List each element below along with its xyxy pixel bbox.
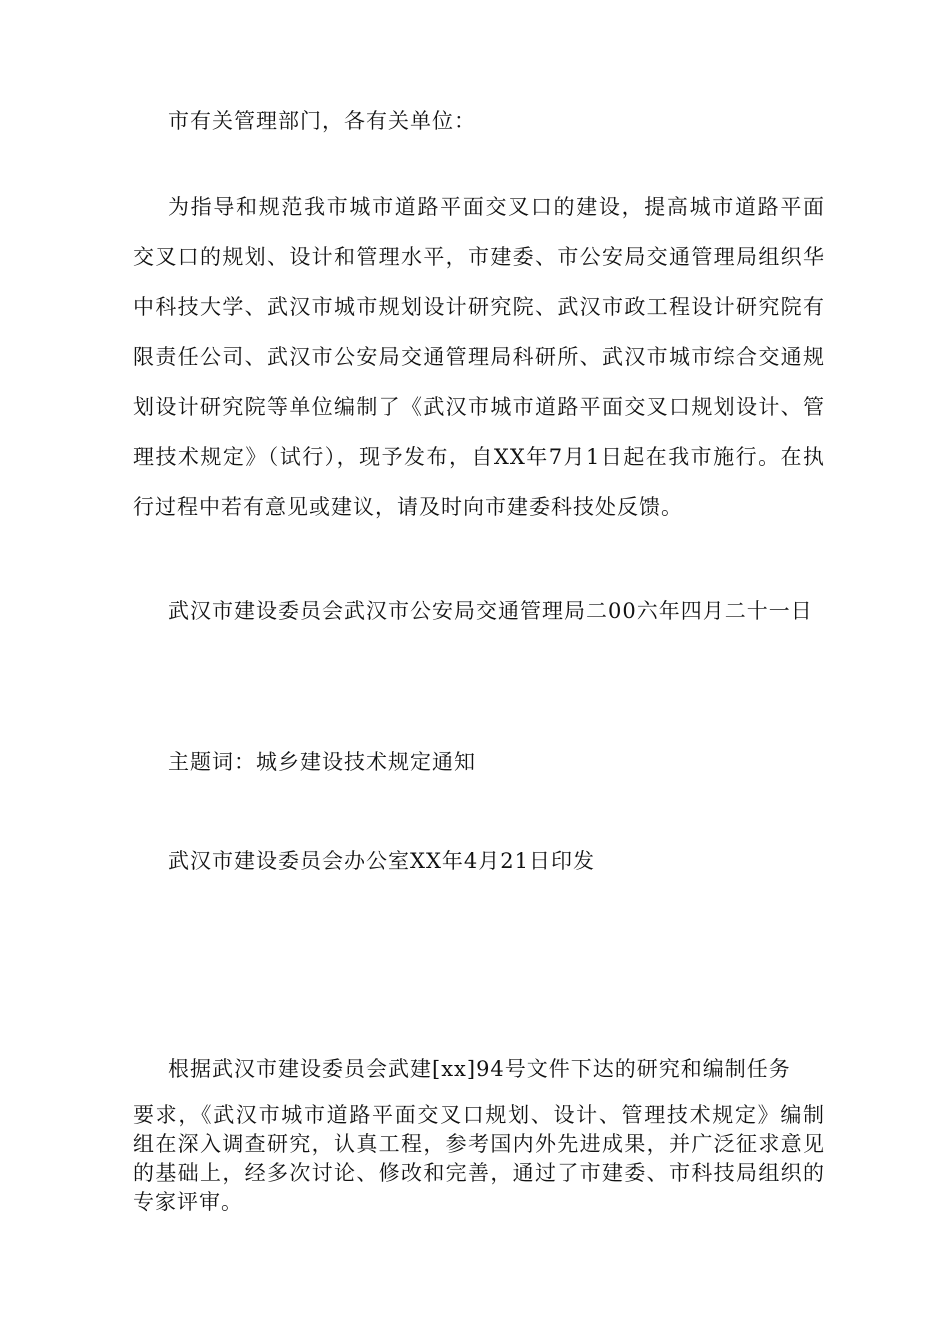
signature-and-date: 武汉市建设委员会武汉市公安局交通管理局二00六年四月二十一日	[168, 599, 813, 623]
subject-keywords: 主题词：城乡建设技术规定通知	[168, 750, 476, 774]
issuing-office-line: 武汉市建设委员会办公室XX年4月21日印发	[168, 849, 595, 873]
intro-paragraph-first-line: 根据武汉市建设委员会武建[xx]94号文件下达的研究和编制任务	[168, 1057, 791, 1081]
intro-paragraph-continuation: 要求，《武汉市城市道路平面交叉口规划、设计、管理技术规定》编制组在深入调查研究，认真工程，参考国内外先进成果，并广泛征求意见的基础上，经多次讨论、修改和完善，通过了市建委、市科技局组织的专家评审。	[133, 1103, 825, 1214]
salutation: 市有关管理部门，各有关单位：	[168, 109, 476, 133]
notice-body-paragraph: 为指导和规范我市城市道路平面交叉口的建设，提高城市道路平面交叉口的规划、设计和管理水平，市建委、市公安局交通管理局组织华中科技大学、武汉市城市规划设计研究院、武汉市政工程设计研究院有限责任公司、武汉市公安局交通管理局科研所、武汉市城市综合交通规划设计研究院等单位编制了《武汉市城市道路平面交叉口规划设计、管理技术规定》（试行），现予发布，自XX年7月1日起在我市施行。在执行过程中若有意见或建议，请及时向市建委科技处反馈。	[133, 195, 825, 519]
